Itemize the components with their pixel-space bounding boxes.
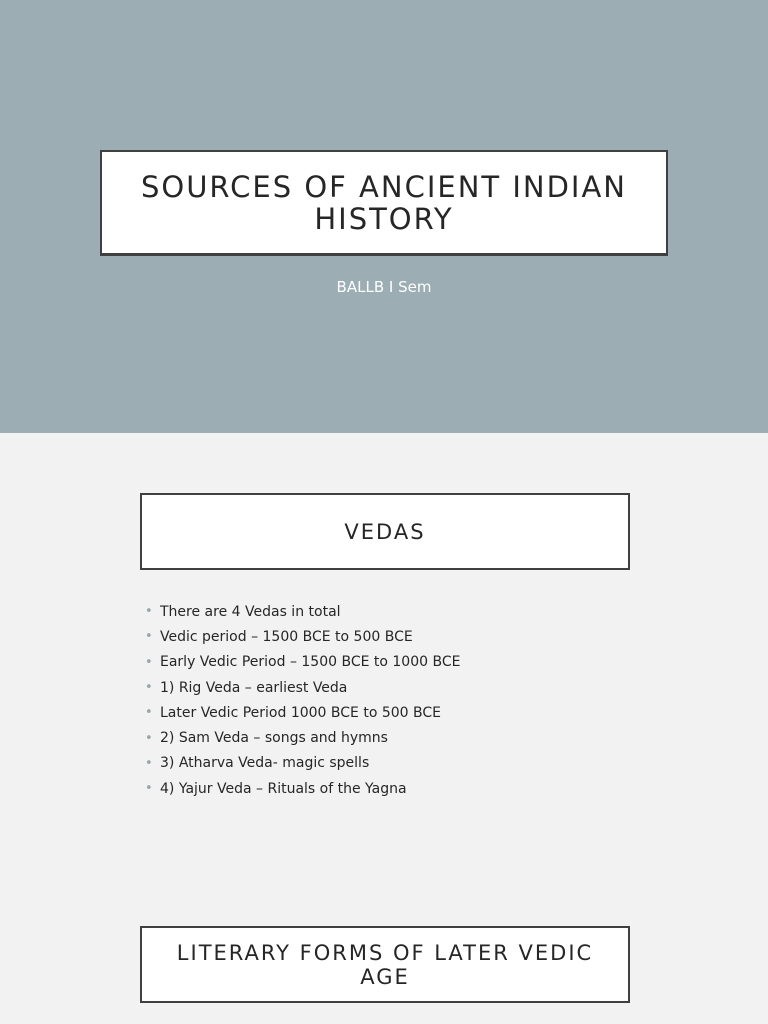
list-item <box>145 725 460 750</box>
bullet-icon: • <box>145 781 153 797</box>
list-item-text: There are 4 Vedas in total <box>160 603 341 620</box>
bullet-icon: • <box>145 755 153 771</box>
literary-forms-heading-box <box>140 926 630 1003</box>
presentation-subtitle: BALLB I Sem <box>336 278 432 296</box>
list-item <box>145 624 460 649</box>
list-item-text: Early Vedic Period – 1500 BCE to 1000 BCE <box>160 654 461 671</box>
list-item <box>145 700 460 725</box>
bullet-icon: • <box>145 654 153 670</box>
bullet-icon: • <box>145 705 153 721</box>
list-item <box>145 751 460 776</box>
bullet-icon: • <box>145 604 153 620</box>
bullet-icon: • <box>145 730 153 746</box>
list-item-text: 1) Rig Veda – earliest Veda <box>160 679 348 696</box>
title-box <box>100 150 668 256</box>
vedas-heading-box <box>140 493 630 570</box>
list-item-text: 4) Yajur Veda – Rituals of the Yagna <box>160 780 407 797</box>
bullet-icon: • <box>145 680 153 696</box>
list-item-text: Later Vedic Period 1000 BCE to 500 BCE <box>160 704 441 721</box>
vedas-heading: VEDAS <box>344 519 426 544</box>
list-item <box>145 650 460 675</box>
vedas-bullet-list <box>145 599 460 801</box>
literary-forms-heading: LITERARY FORMS OF LATER VEDIC AGE <box>176 940 594 989</box>
list-item <box>145 599 460 624</box>
list-item-text: Vedic period – 1500 BCE to 500 BCE <box>160 628 413 645</box>
list-item <box>145 776 460 801</box>
vedas-slide <box>0 433 768 1024</box>
list-item-text: 3) Atharva Veda- magic spells <box>160 755 370 772</box>
list-item <box>145 675 460 700</box>
presentation-title: SOURCES OF ANCIENT INDIAN HISTORY <box>140 169 628 236</box>
bullet-icon: • <box>145 629 153 645</box>
list-item-text: 2) Sam Veda – songs and hymns <box>160 730 388 747</box>
title-slide <box>0 0 768 433</box>
